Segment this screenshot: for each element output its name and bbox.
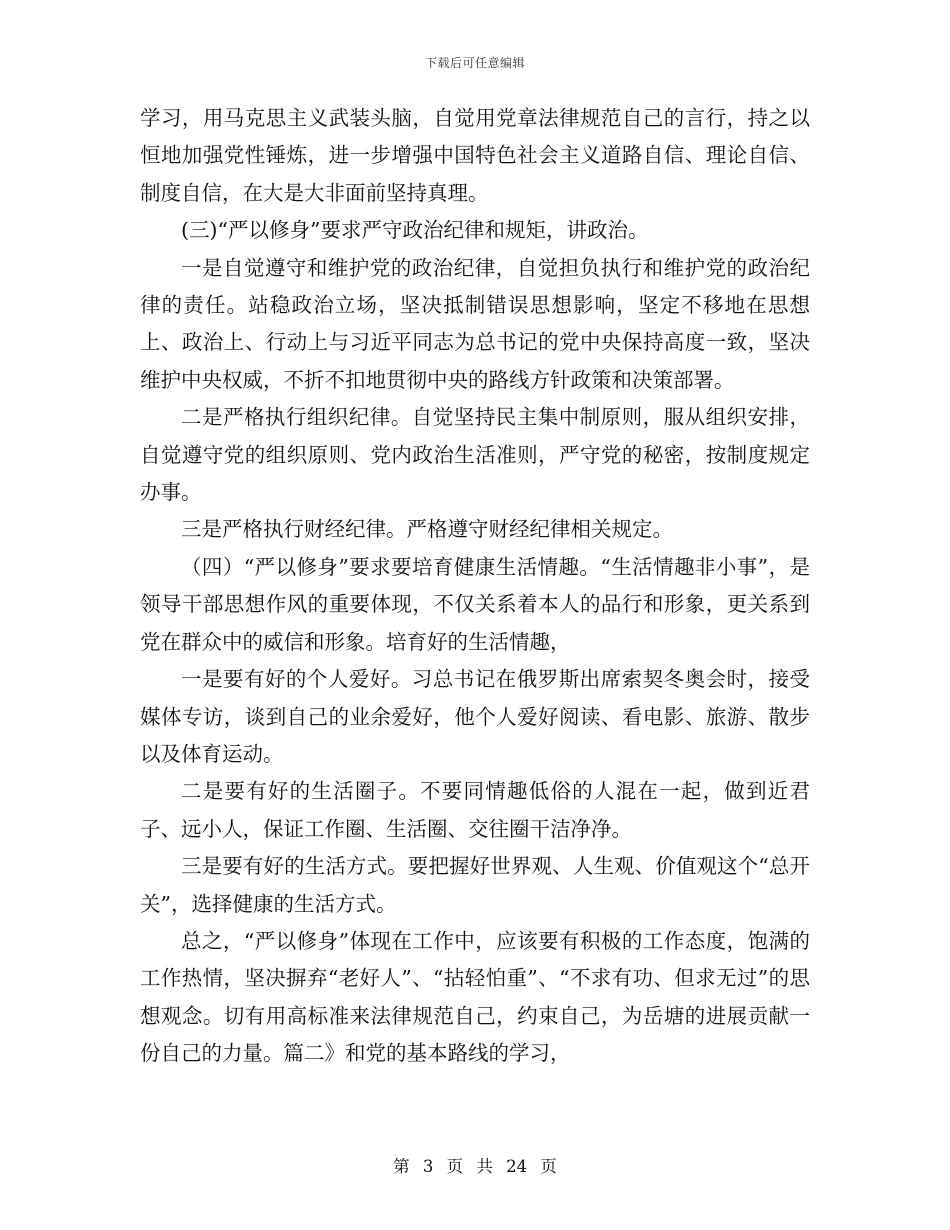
paragraph: 二是要有好的生活圈子。不要同情趣低俗的人混在一起，做到近君子、远小人，保证工作圈、生活圈、交往圈干洁净净。 (140, 779, 810, 841)
header-note: 下载后可任意编辑 (424, 56, 525, 70)
page-footer (0, 1153, 950, 1177)
document-body (140, 100, 810, 1073)
paragraph: 学习，用马克思主义武装头脑，自觉用党章法律规范自己的言行，持之以恒地加强党性锤炼，进一步增强中国特色社会主义道路自信、理论自信、制度自信，在大是大非面前坚持真理。 (140, 106, 810, 205)
footer-suffix: 页 (540, 1157, 557, 1176)
current-page-number: 3 (422, 1157, 434, 1176)
paragraph: 一是自觉遵守和维护党的政治纪律，自觉担负执行和维护党的政治纪律的责任。站稳政治立场，坚决抵制错误思想影响，坚定不移地在思想上、政治上、行动上与习近平同志为总书记的党中央保持高度一致，坚决维护中央权威，不折不扣地贯彻中央的路线方针政策和决策部署。 (140, 255, 810, 392)
footer-page-word: 页 (446, 1157, 464, 1176)
paragraph: 三是严格执行财经纪律。严格遵守财经纪律相关规定。 (181, 517, 673, 542)
paragraph: 总之，“严以修身”体现在工作中，应该要有积极的工作态度，饱满的工作热情，坚决摒弃“老好人”、“拈轻怕重”、“不求有功、但求无过”的思想观念。切有用高标准来法律规范自己，约束自己，为岳塘的进展贡献一份自己的力量。篇二》和党的基本路线的学习， (140, 928, 810, 1066)
footer-prefix: 第 (393, 1157, 410, 1176)
section-heading: (三)“严以修身”要求严守政治纪律和规矩，讲政治。 (181, 218, 649, 243)
paragraph: 三是要有好的生活方式。要把握好世界观、人生观、价值观这个“总开关”，选择健康的生活方式。 (140, 854, 810, 916)
footer-total-word: 共 (476, 1157, 493, 1176)
paragraph: 一是要有好的个人爱好。习总书记在俄罗斯出席索契冬奥会时，接受媒体专访，谈到自己的业余爱好，他个人爱好阅读、看电影、旅游、散步以及体育运动。 (140, 667, 810, 766)
paragraph: 二是严格执行组织纪律。自觉坚持民主集中制原则，服从组织安排，自觉遵守党的组织原则、党内政治生活准则，严守党的秘密，按制度规定办事。 (140, 405, 810, 505)
section-heading: （四）“严以修身”要求要培育健康生活情趣。“生活情趣非小事”，是领导干部思想作风的重要体现，不仅关系着本人的品行和形象，更关系到党在群众中的威信和形象。培育好的生活情趣， (140, 554, 810, 654)
total-page-count: 24 (506, 1157, 528, 1176)
